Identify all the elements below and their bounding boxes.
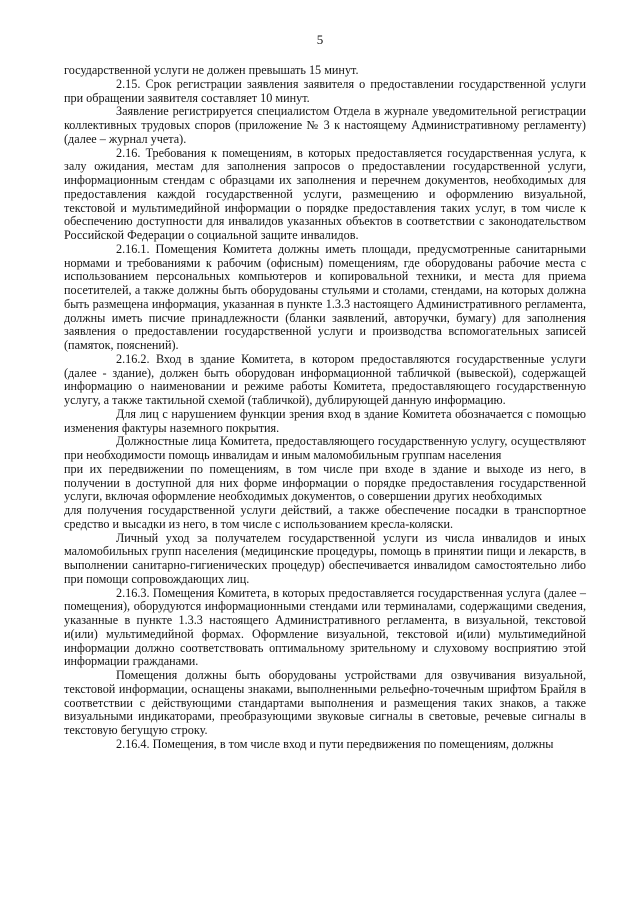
paragraph: 2.16. Требования к помещениям, в которых предоставляется государственная услуга, к залу ожидания, местам для заполнения запросов о предоставлении государственной услуги, информационным стендам с образцами их заполнения и перечнем документов, необходимых для предоставления каждой государственной услуги, размещению и оформлению визуальной, текстовой и мультимедийной информации о порядке предоставления таких услуг, в том числе к обеспечению доступности для инвалидов указанных объектов в соответствии с законодательством Российской Федерации о социальной защите инвалидов. [64, 145, 586, 242]
paragraph: Личный уход за получателем государственной услуги из числа инвалидов и иных маломобильных групп населения (медицинские процедуры, помощь в принятии пищи и лекарств, в выполнении санитарно-гигиенических процедур) обеспечивается инвалидом самостоятельно либо при помощи сопровождающих лиц. [64, 530, 586, 586]
paragraph: 2.16.2. Вход в здание Комитета, в котором предоставляются государственные услуги (далее - здание), должен быть оборудован информационной табличкой (вывеской), содержащей информацию о наименовании и режиме работы Комитета, предоставляющего государственную услугу, а также тактильной схемой (табличкой), дублирующей данную информацию. [64, 351, 586, 407]
paragraph: 2.16.1. Помещения Комитета должны иметь площади, предусмотренные санитарными нормами и требованиями к рабочим (офисным) помещениям, где оборудованы рабочие места с использованием персональных компьютеров и копировальной техники, и места для приема посетителей, а также должны быть оборудованы стульями и столами, стендами, на которых должна быть размещена информация, указанная в пункте 1.3.3 настоящего Административного регламента, должны иметь писчие принадлежности (бланки заявлений, авторучки, бумагу) для заполнения заявления о предоставлении государственной услуги и производства вспомогательных записей (памяток, пояснений). [64, 241, 586, 352]
paragraph: Должностные лица Комитета, предоставляющего государственную услугу, осуществляют при необходимости помощь инвалидам и иным маломобильным группам населения [64, 434, 586, 462]
paragraph: для получения государственной услуги действий, а также обеспечение посадки в транспортное средство и высадки из него, в том числе с использованием кресла-коляски. [64, 503, 586, 531]
document-body [64, 64, 586, 752]
page-number: 5 [316, 32, 324, 47]
paragraph: государственной услуги не должен превышать 15 минут. [64, 63, 359, 77]
paragraph: 2.15. Срок регистрации заявления заявителя о предоставлении государственной услуги при обращении заявителя составляет 10 минут. [64, 76, 586, 105]
paragraph: Заявление регистрируется специалистом Отдела в журнале уведомительной регистрации коллективных трудовых споров (приложение № 3 к настоящему Административному регламенту) (далее – журнал учета). [64, 104, 586, 146]
paragraph: 2.16.4. Помещения, в том числе вход и пути передвижения по помещениям, должны [116, 736, 554, 751]
paragraph: при их передвижении по помещениям, в том числе при входе в здание и выходе из него, в получении в доступной для них форме информации о порядке предоставления государственной услуги, включая оформление необходимых документов, о совершении других необходимых [64, 461, 586, 504]
paragraph: Помещения должны быть оборудованы устройствами для озвучивания визуальной, текстовой информации, оснащены знаками, выполненными рельефно-точечным шрифтом Брайля в соответствии с действующими стандартами выполнения и размещения таких знаков, а также визуальными индикаторами, преобразующими звуковые сигналы в световые, речевые сигналы в текстовую бегущую строку. [64, 668, 586, 737]
paragraph: 2.16.3. Помещения Комитета, в которых предоставляется государственная услуга (далее – помещения), оборудуются информационными стендами или терминалами, содержащими сведения, указанные в пункте 1.3.3 настоящего Административного регламента, в визуальной, текстовой и(или) мультимедийной формах. Оформление визуальной, текстовой и(или) мультимедийной информации должно соответствовать оптимальному зрительному и слуховому восприятию этой информации гражданами. [64, 585, 586, 669]
paragraph: Для лиц с нарушением функции зрения вход в здание Комитета обозначается с помощью изменения фактуры наземного покрытия. [64, 406, 586, 435]
